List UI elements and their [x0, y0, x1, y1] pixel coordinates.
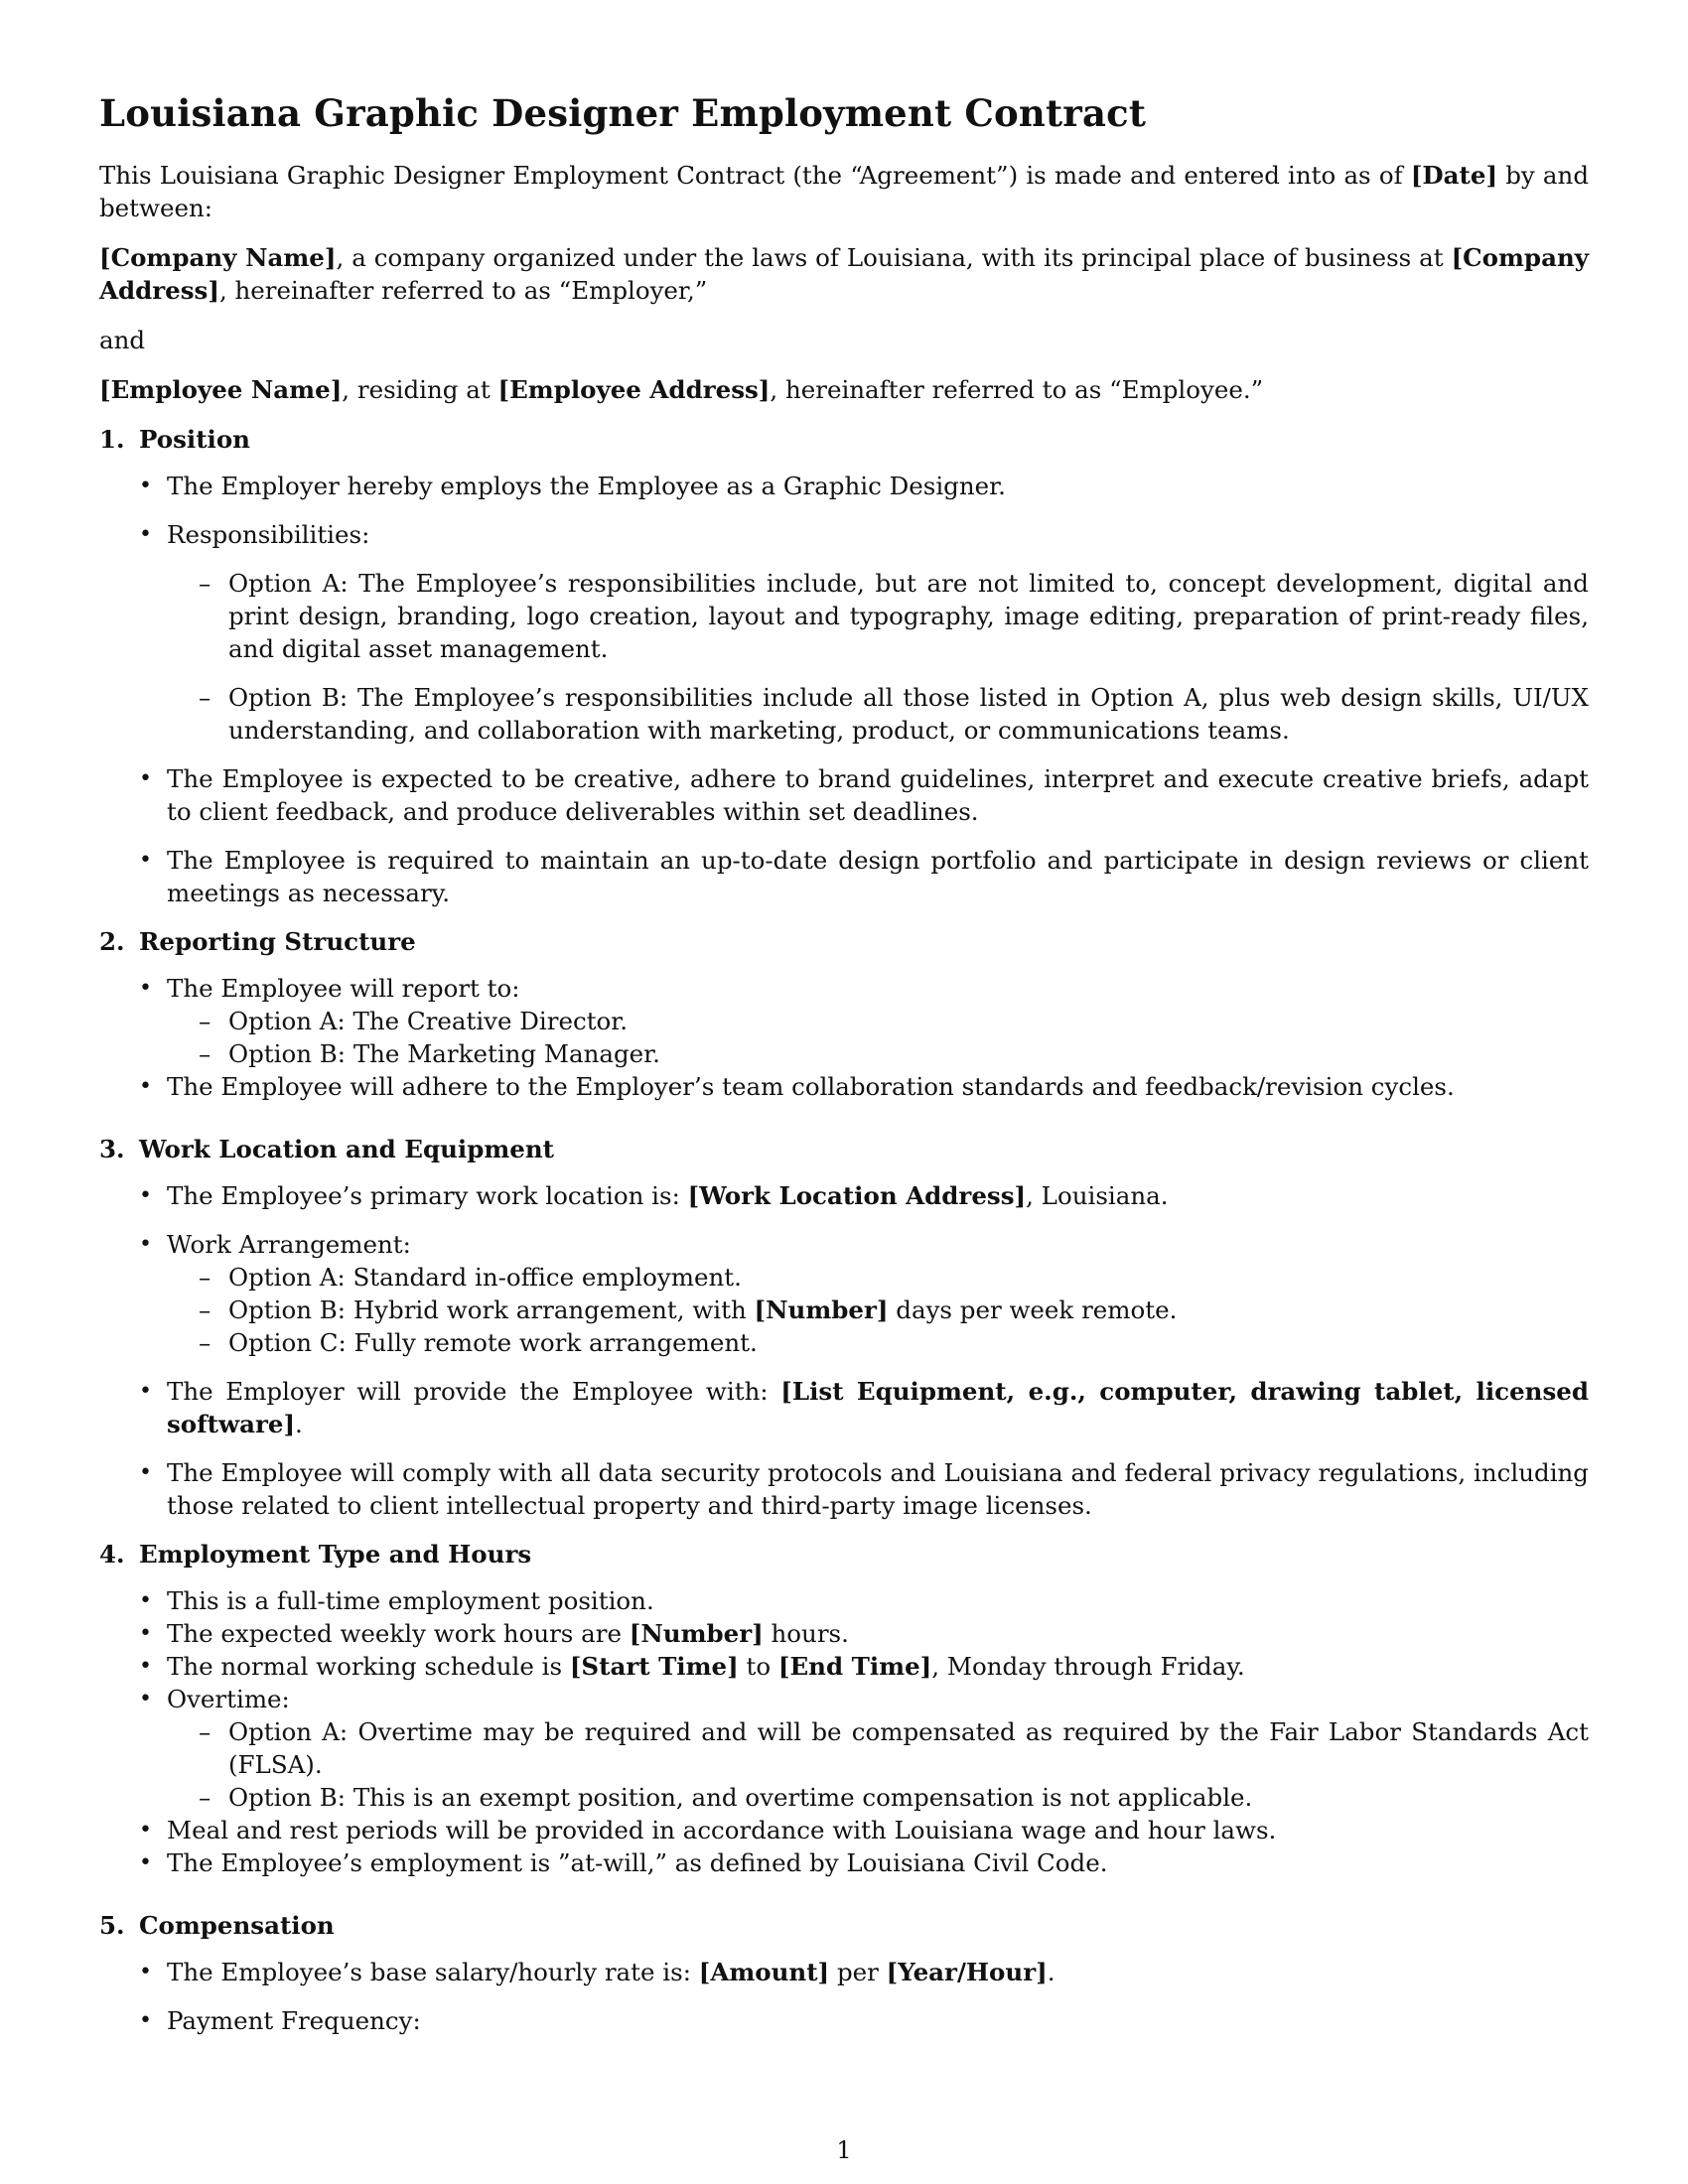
section-heading-reporting [99, 925, 1589, 958]
start-time-placeholder: [Start Time] [569, 1652, 739, 1681]
section-number: 1. [99, 425, 125, 454]
intro-text: This Louisiana Graphic Designer Employment Contract (the “Agreement”) is made and entered into as of [99, 161, 1411, 190]
list-item: • The Employee is expected to be creative, adhere to brand guidelines, interpret and execute creative briefs, adapt to client feedback, and produce deliverables within set deadlines. [167, 762, 1589, 828]
section-heading-work-location [99, 1133, 1589, 1165]
document-body [99, 159, 1589, 2053]
sublist [167, 1261, 1589, 1359]
sublist-item: – Option C: Fully remote work arrangement. [228, 1326, 1589, 1359]
section-title: Position [139, 425, 250, 454]
year-hour-placeholder: [Year/Hour] [886, 1958, 1048, 1986]
intro-text-end: by and between: [99, 161, 1590, 222]
list-item-text: The Employee’s base salary/hourly rate is: [167, 1958, 699, 1986]
list-item: • The Employer hereby employs the Employee as a Graphic Designer. [167, 470, 1589, 502]
sublist [167, 1005, 1589, 1070]
section-title: Compensation [139, 1911, 335, 1940]
list-item [167, 972, 1589, 1070]
sublist-item: – Option B: The Marketing Manager. [228, 1037, 1589, 1070]
list-item: • The Employee will adhere to the Employer’s team collaboration standards and feedback/revision cycles. [167, 1070, 1589, 1103]
employer-paragraph [99, 241, 1589, 307]
section-title: Employment Type and Hours [139, 1540, 532, 1569]
list-item: • Meal and rest periods will be provided in accordance with Louisiana wage and hour laws. [167, 1814, 1589, 1846]
employer-text-end: , hereinafter referred to as “Employer,” [218, 276, 708, 305]
list-item-label: Responsibilities: [167, 520, 370, 549]
work-location-placeholder: [Work Location Address] [687, 1181, 1027, 1210]
list-item: • The Employee’s employment is ”at-will,” as defined by Louisiana Civil Code. [167, 1846, 1589, 1879]
section-heading-compensation [99, 1909, 1589, 1942]
company-name-placeholder: [Company Name] [99, 243, 337, 272]
intro-paragraph [99, 159, 1589, 224]
list-item-text: per [829, 1958, 887, 1986]
section-5-list [99, 1956, 1589, 2037]
date-placeholder: [Date] [1410, 161, 1498, 190]
employee-address-placeholder: [Employee Address] [497, 375, 771, 404]
sublist-item: – Option A: Overtime may be required and will be compensated as required by the Fair Labor Standards Act (FLSA). [228, 1715, 1589, 1781]
page-number: 1 [836, 2136, 852, 2164]
document-title: Louisiana Graphic Designer Employment Contract [99, 91, 1147, 135]
amount-placeholder: [Amount] [698, 1958, 830, 1986]
and-paragraph: and [99, 326, 146, 354]
list-item-text-end: hours. [763, 1619, 849, 1648]
list-item: • This is a full-time employment position. [167, 1584, 1589, 1617]
sublist-item: – Option A: Standard in-office employment. [228, 1261, 1589, 1294]
list-item-text-end: . [1047, 1958, 1055, 1986]
list-item: • The Employee will comply with all data security protocols and Louisiana and federal privacy regulations, including those related to client intellectual property and third-party image licenses. [167, 1456, 1589, 1522]
list-item-text-end: , Louisiana. [1026, 1181, 1169, 1210]
list-item-label: Overtime: [167, 1685, 290, 1713]
section-1-list [99, 470, 1589, 909]
list-item-label: Work Arrangement: [167, 1230, 411, 1259]
section-number: 2. [99, 927, 125, 956]
list-item [167, 1956, 1589, 1988]
employee-text: , residing at [342, 375, 498, 404]
list-item-label: The Employee will report to: [167, 974, 520, 1003]
section-heading-employment-type [99, 1538, 1589, 1570]
list-item [167, 1617, 1589, 1650]
list-item [167, 1650, 1589, 1683]
employee-paragraph [99, 373, 1589, 406]
list-item-text: The expected weekly work hours are [167, 1619, 630, 1648]
list-item-text: The Employee’s primary work location is: [167, 1181, 688, 1210]
sublist-item: – Option A: The Creative Director. [228, 1005, 1589, 1037]
list-item: • The Employee is required to maintain an up-to-date design portfolio and participate in design reviews or client meetings as necessary. [167, 844, 1589, 909]
section-number: 5. [99, 1911, 125, 1940]
list-item-text-end: , Monday through Friday. [931, 1652, 1245, 1681]
employer-text: , a company organized under the laws of Louisiana, with its principal place of business at [336, 243, 1452, 272]
company-address-placeholder: [Company Address] [99, 243, 1589, 305]
section-title: Work Location and Equipment [139, 1135, 554, 1163]
employee-name-placeholder: [Employee Name] [99, 375, 343, 404]
section-3-list [99, 1179, 1589, 1522]
list-item [167, 1179, 1589, 1212]
employee-text-end: , hereinafter referred to as “Employee.” [770, 375, 1264, 404]
section-4-list [99, 1584, 1589, 1879]
list-item [167, 1683, 1589, 1814]
section-heading-position [99, 423, 1589, 456]
list-item: • Payment Frequency: [167, 2004, 1589, 2037]
sublist-item: – Option B: The Employee’s responsibilities include all those listed in Option A, plus web design skills, UI/UX understanding, and collaboration with marketing, product, or communications teams. [228, 681, 1589, 747]
equipment-placeholder: [List Equipment, e.g., computer, drawing tablet, licensed software] [167, 1377, 1589, 1438]
sublist-text: Option B: Hybrid work arrangement, with [228, 1296, 755, 1324]
sublist-item: – Option A: The Employee’s responsibilities include, but are not limited to, concept development, digital and print design, branding, logo creation, layout and typography, image editing, preparation of print-ready files, and digital asset management. [228, 567, 1589, 665]
sublist-item: – Option B: This is an exempt position, and overtime compensation is not applicable. [228, 1781, 1589, 1814]
number-placeholder: [Number] [754, 1296, 889, 1324]
list-item-text: The Employer will provide the Employee with: [167, 1377, 781, 1406]
section-number: 3. [99, 1135, 125, 1163]
list-item-text-end: . [295, 1410, 303, 1438]
section-number: 4. [99, 1540, 125, 1569]
sublist-item [228, 1294, 1589, 1326]
list-item [167, 1375, 1589, 1440]
hours-placeholder: [Number] [629, 1619, 764, 1648]
list-item [167, 518, 1589, 747]
sublist-text-end: days per week remote. [888, 1296, 1178, 1324]
section-title: Reporting Structure [139, 927, 416, 956]
list-item-text: The normal working schedule is [167, 1652, 570, 1681]
end-time-placeholder: [End Time] [777, 1652, 932, 1681]
list-item [167, 1228, 1589, 1359]
sublist [167, 1715, 1589, 1814]
section-2-list [99, 972, 1589, 1103]
sublist [167, 567, 1589, 747]
list-item-text: to [738, 1652, 778, 1681]
